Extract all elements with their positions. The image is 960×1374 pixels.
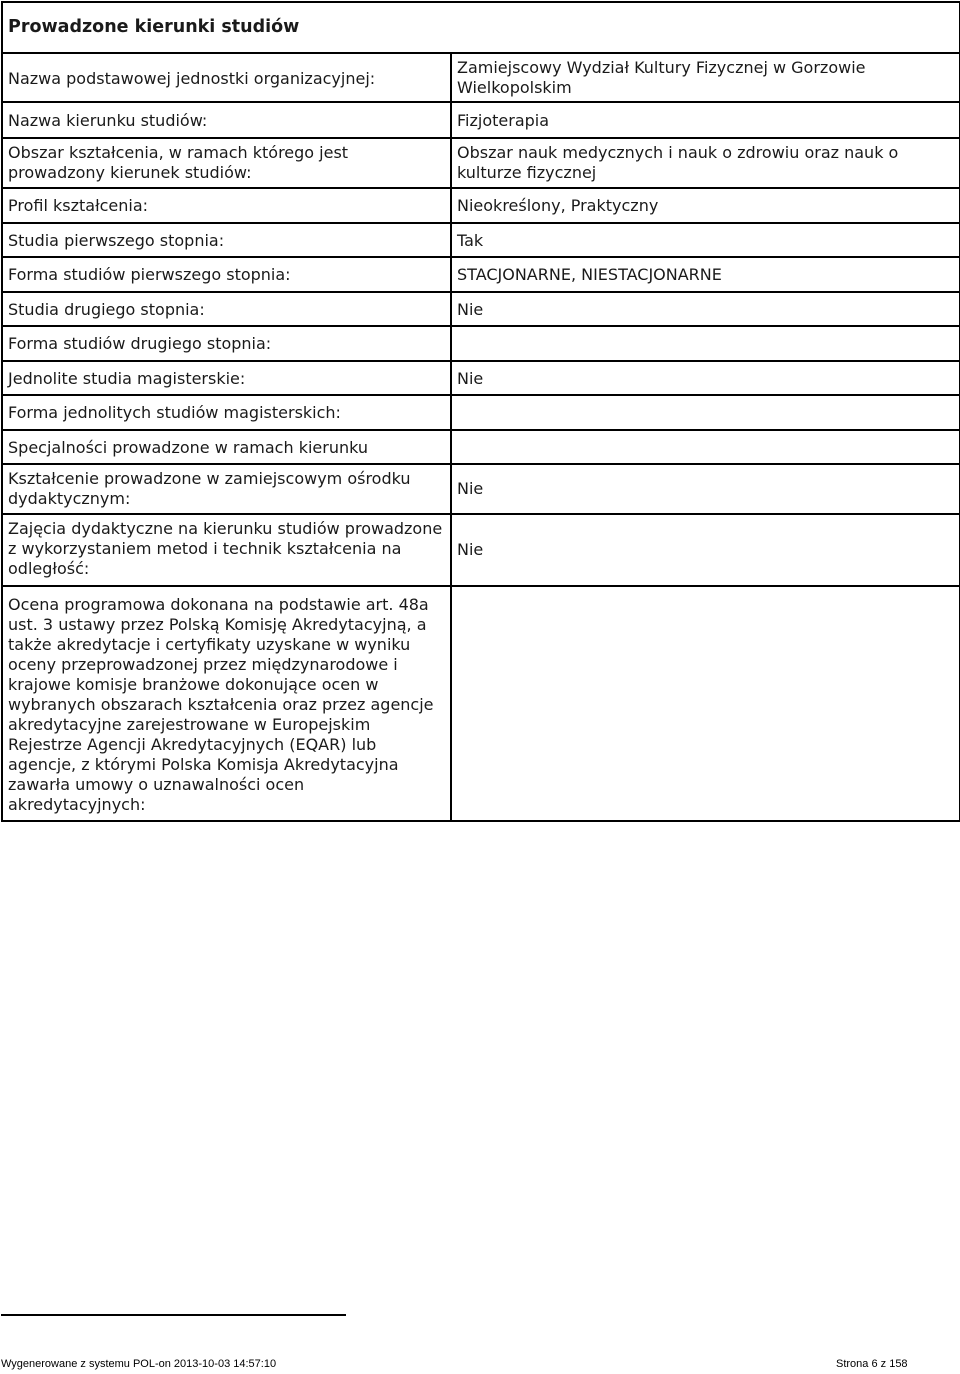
row-label-specializations: Specjalności prowadzone w ramach kierunku <box>2 430 451 464</box>
row-label-distance-learning: Zajęcia dydaktyczne na kierunku studiów prowadzone z wykorzystaniem metod i technik kształcenia na odległość: <box>2 514 451 586</box>
row-label-field: Nazwa kierunku studiów: <box>2 102 451 138</box>
table-row <box>2 430 960 464</box>
table-row <box>2 223 960 257</box>
row-label-unified-master-form: Forma jednolitych studiów magisterskich: <box>2 395 451 430</box>
row-value-first-degree: Tak <box>451 223 960 257</box>
row-label-remote-center: Kształcenie prowadzone w zamiejscowym ośrodku dydaktycznym: <box>2 464 451 514</box>
table-row <box>2 53 960 102</box>
row-value-accreditation <box>451 586 960 821</box>
row-label-area: Obszar kształcenia, w ramach którego jest prowadzony kierunek studiów: <box>2 138 451 188</box>
row-label-first-degree: Studia pierwszego stopnia: <box>2 223 451 257</box>
row-value-first-degree-form: STACJONARNE, NIESTACJONARNE <box>451 257 960 292</box>
table-row <box>2 138 960 188</box>
row-value-remote-center: Nie <box>451 464 960 514</box>
table-row <box>2 586 960 821</box>
row-value-second-degree-form <box>451 326 960 361</box>
row-value-profile: Nieokreślony, Praktyczny <box>451 188 960 223</box>
footnote-rule <box>1 1314 346 1316</box>
row-value-unified-master: Nie <box>451 361 960 395</box>
table-row <box>2 326 960 361</box>
table-row <box>2 102 960 138</box>
section-title: Prowadzone kierunki studiów <box>2 2 960 53</box>
footer-generated: Wygenerowane z systemu POL-on 2013-10-03 14:57:10 <box>1 1358 277 1370</box>
row-label-unified-master: Jednolite studia magisterskie: <box>2 361 451 395</box>
table-row <box>2 257 960 292</box>
study-programs-table <box>1 1 960 822</box>
row-label-second-degree: Studia drugiego stopnia: <box>2 292 451 326</box>
table-row <box>2 361 960 395</box>
table-row <box>2 514 960 586</box>
table-title-row <box>2 2 960 53</box>
row-value-specializations <box>451 430 960 464</box>
table-row <box>2 464 960 514</box>
row-label-second-degree-form: Forma studiów drugiego stopnia: <box>2 326 451 361</box>
table-row <box>2 395 960 430</box>
row-value-distance-learning: Nie <box>451 514 960 586</box>
table-row <box>2 292 960 326</box>
row-label-accreditation: Ocena programowa dokonana na podstawie art. 48a ust. 3 ustawy przez Polską Komisję Akredytacyjną, a także akredytacje i certyfikaty uzyskane w wyniku oceny przeprowadzonej przez międzynarodowe i krajowe komisje branżowe dokonujące ocen w wybranych obszarach kształcenia oraz przez agencje akredytacyjne zarejestrowane w Europejskim Rejestrze Agencji Akredytacyjnych (EQAR) lub agencje, z którymi Polska Komisja Akredytacyjna zawarła umowy o uznawalności ocen akredytacyjnych: <box>2 586 451 821</box>
row-value-unit: Zamiejscowy Wydział Kultury Fizycznej w Gorzowie Wielkopolskim <box>451 53 960 102</box>
row-label-first-degree-form: Forma studiów pierwszego stopnia: <box>2 257 451 292</box>
row-label-unit: Nazwa podstawowej jednostki organizacyjnej: <box>2 53 451 102</box>
row-value-field: Fizjoterapia <box>451 102 960 138</box>
row-value-second-degree: Nie <box>451 292 960 326</box>
footer-page-number: Strona 6 z 158 <box>836 1358 908 1370</box>
table-row <box>2 188 960 223</box>
row-value-area: Obszar nauk medycznych i nauk o zdrowiu oraz nauk o kulturze fizycznej <box>451 138 960 188</box>
row-value-unified-master-form <box>451 395 960 430</box>
row-label-profile: Profil kształcenia: <box>2 188 451 223</box>
